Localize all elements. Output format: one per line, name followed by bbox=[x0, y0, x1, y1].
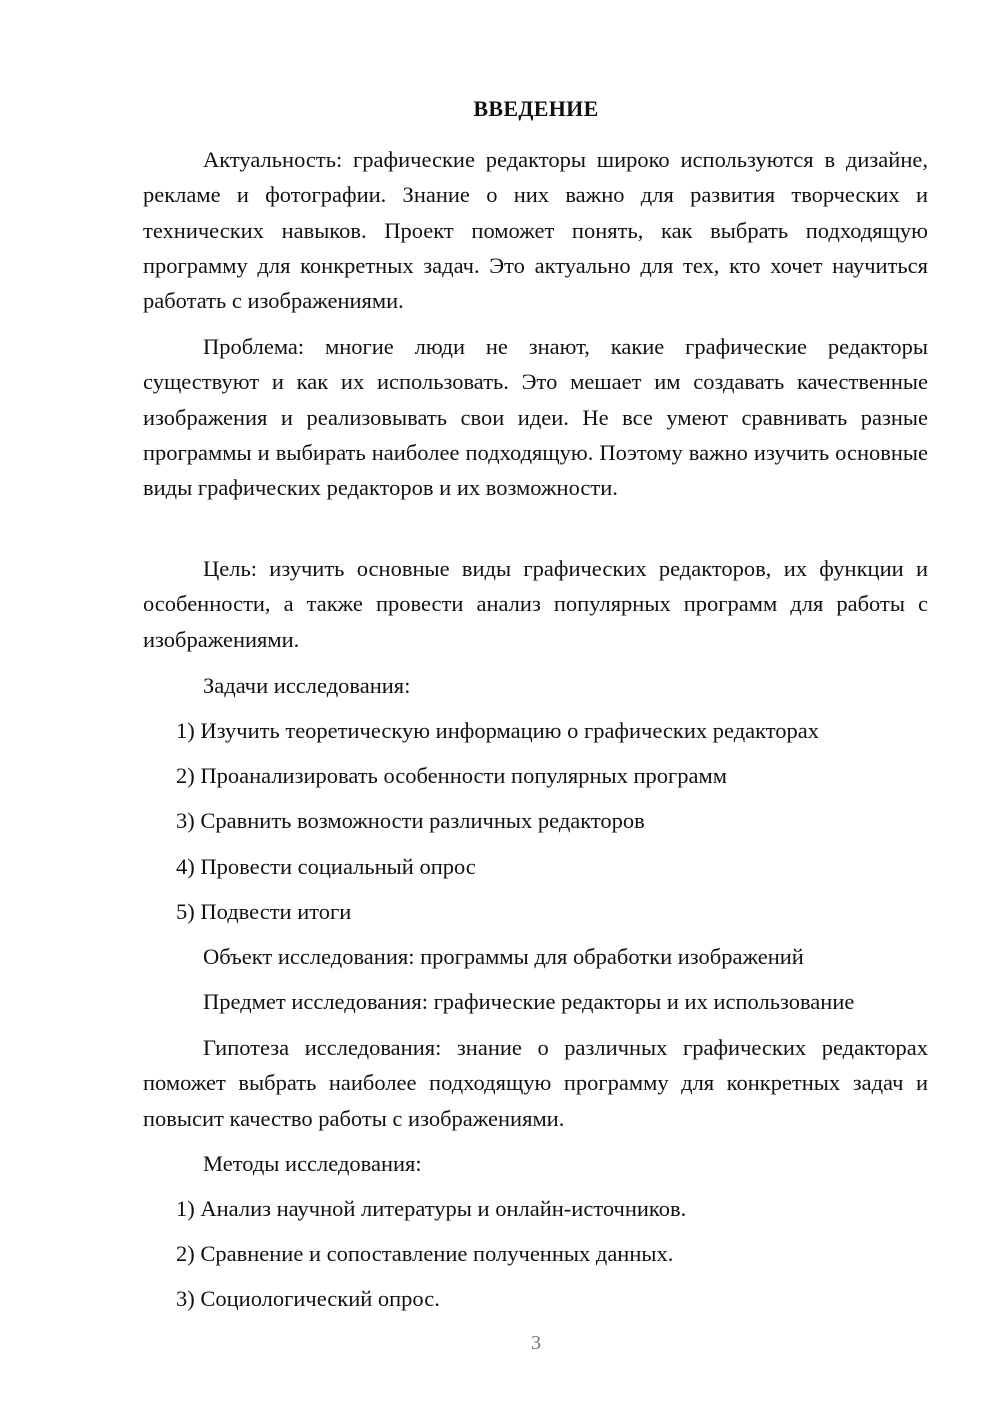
task-item: 4) Провести социальный опрос bbox=[176, 854, 476, 879]
task-item: 1) Изучить теоретическую информацию о графических редакторах bbox=[176, 718, 820, 743]
method-item: 3) Социологический опрос. bbox=[176, 1286, 440, 1311]
method-item: 1) Анализ научной литературы и онлайн-источников. bbox=[176, 1196, 687, 1221]
methods-heading: Методы исследования: bbox=[203, 1151, 422, 1176]
object-line: Объект исследования: программы для обработки изображений bbox=[203, 944, 804, 969]
hypothesis-paragraph: Гипотеза исследования: знание о различных графических редакторах поможет выбрать наиболее подходящую программу для конкретных задач и повысит качество работы с изображениями. bbox=[143, 1035, 928, 1131]
task-item: 3) Сравнить возможности различных редакторов bbox=[176, 808, 645, 833]
relevance-paragraph: Актуальность: графические редакторы широко используются в дизайне, рекламе и фотографии. Знание о них важно для развития творческих и технических навыков. Проект поможет понять, как выбрать подходящую программу для конкретных задач. Это актуально для тех, кто хочет научиться работать с изображениями. bbox=[143, 147, 928, 314]
tasks-heading: Задачи исследования: bbox=[203, 673, 411, 698]
subject-line: Предмет исследования: графические редакторы и их использование bbox=[203, 989, 855, 1014]
goal-paragraph: Цель: изучить основные виды графических редакторов, их функции и особенности, а также провести анализ популярных программ для работы с изображениями. bbox=[143, 556, 928, 652]
problem-paragraph: Проблема: многие люди не знают, какие графические редакторы существуют и как их использовать. Это мешает им создавать качественные изображения и реализовывать свои идеи. Не все умеют сравнивать разные программы и выбирать наиболее подходящую. Поэтому важно изучить основные виды графических редакторов и их возможности. bbox=[143, 334, 928, 501]
task-item: 5) Подвести итоги bbox=[176, 899, 352, 924]
method-item: 2) Сравнение и сопоставление полученных данных. bbox=[176, 1241, 674, 1266]
section-title: ВВЕДЕНИЕ bbox=[473, 96, 599, 121]
page-number: 3 bbox=[531, 1332, 541, 1354]
task-item: 2) Проанализировать особенности популярных программ bbox=[176, 763, 727, 788]
